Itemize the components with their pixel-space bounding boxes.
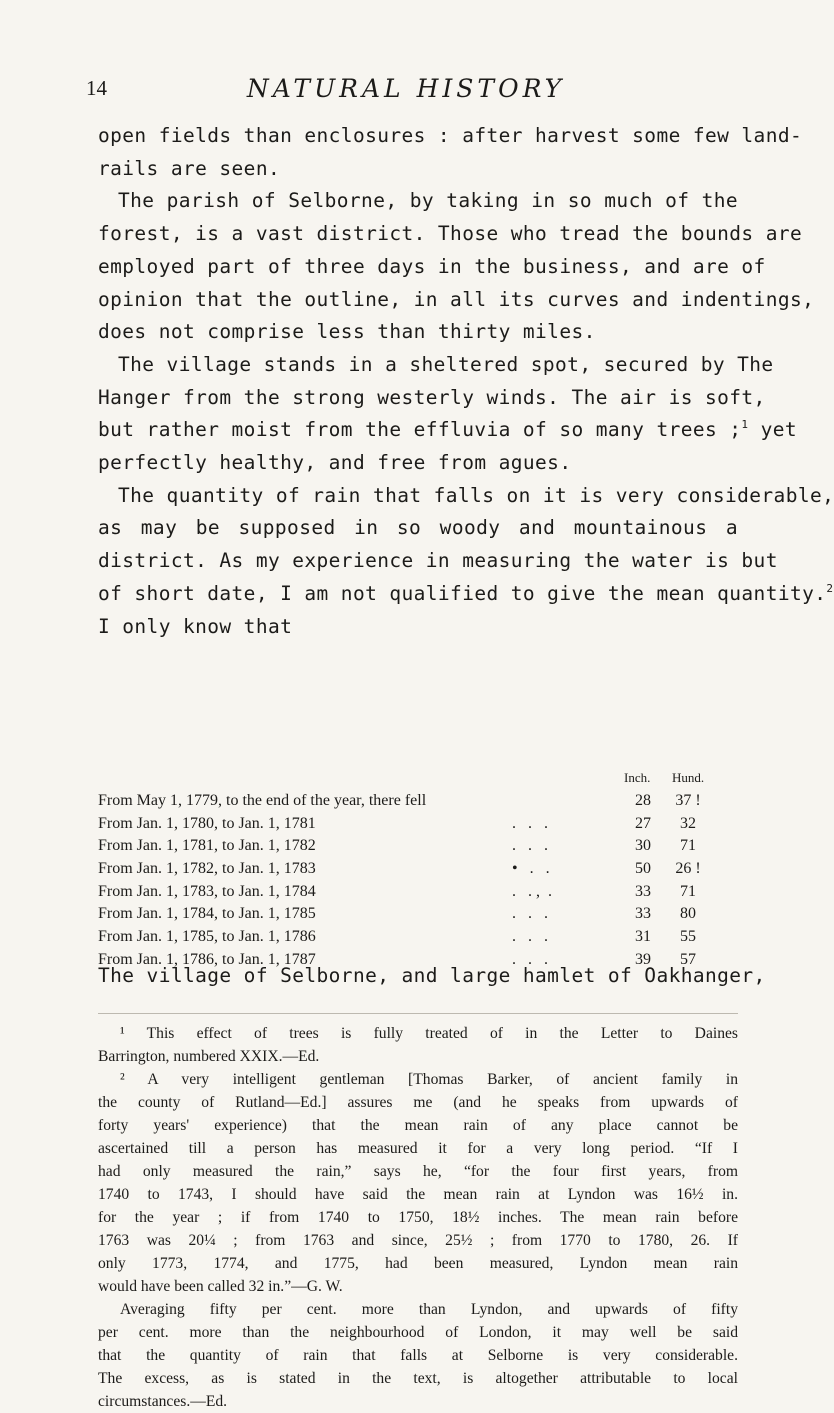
row-period: From Jan. 1, 1786, to Jan. 1, 1787	[98, 950, 316, 968]
body-line	[98, 414, 798, 447]
body-line: opinion that the outline, in all its curves and indentings,	[98, 287, 815, 311]
body-line: open fields than enclosures : after harvest some few land-	[98, 124, 803, 147]
row-dots: . . .	[512, 814, 548, 832]
footnote-line: would have been called 32 in.”—G. W.	[98, 1278, 343, 1295]
footnote-ref: 1	[741, 418, 749, 432]
footnote-divider	[98, 1013, 738, 1014]
row-hund: 57	[680, 950, 696, 968]
row-hund: 80	[680, 905, 696, 923]
row-hund: 71	[680, 837, 696, 855]
body-line: perfectly healthy, and free from agues.	[98, 451, 572, 475]
table-row	[98, 858, 738, 881]
footnote-line: that the quantity of rain that falls at Selborne is very considerable.	[98, 1347, 738, 1364]
col-head-hund: Hund.	[672, 770, 705, 785]
body-line: forest, is a vast district. Those who tread the bounds are	[98, 222, 803, 246]
body-line-text: but rather moist from the effluvia of so many trees ;	[98, 418, 742, 442]
body-line-text: of short date, I am not qualified to give the mean quantity.	[98, 581, 827, 605]
body-line: does not comprise less than thirty miles.	[98, 320, 596, 344]
row-period: From Jan. 1, 1784, to Jan. 1, 1785	[98, 905, 316, 923]
row-inch: 39	[635, 950, 651, 968]
body-line: I only know that	[98, 614, 293, 638]
row-period: From Jan. 1, 1781, to Jan. 1, 1782	[98, 837, 316, 855]
row-inch: 33	[635, 882, 651, 900]
row-hund: 26 !	[675, 860, 701, 878]
table-row	[98, 903, 738, 926]
footnote-line: 1763 was 20¼ ; from 1763 and since, 25½ ; from 1770 to 1780, 26. If	[98, 1232, 738, 1249]
row-inch: 50	[635, 860, 651, 878]
col-head-inch: Inch.	[624, 770, 651, 785]
body-line: district. As my experience in measuring the water is but	[98, 549, 778, 573]
footnotes	[98, 1022, 738, 1413]
body-line	[98, 578, 834, 611]
footnote-line: for the year ; if from 1740 to 1750, 18½ inches. The mean rain before	[98, 1209, 738, 1226]
body-line: Hanger from the strong westerly winds. The air is soft,	[98, 385, 766, 409]
row-inch: 33	[635, 905, 651, 923]
rainfall-table	[98, 768, 738, 972]
row-dots: . . .	[512, 905, 548, 923]
row-hund: 55	[680, 928, 696, 946]
footnote-line: the county of Rutland—Ed.] assures me (and he speaks from upwards of	[98, 1094, 738, 1111]
footnote-line: had only measured the rain,” says he, “for the four first years, from	[98, 1163, 738, 1180]
body-line: The parish of Selborne, by taking in so much of the	[118, 189, 738, 213]
page-number: 14	[86, 76, 107, 100]
footnote-line: ascertained till a person has measured it for a very long period. “If I	[98, 1140, 738, 1157]
row-period: From Jan. 1, 1780, to Jan. 1, 1781	[98, 814, 316, 832]
table-row	[98, 790, 738, 813]
row-dots: . . .	[512, 950, 548, 968]
footnote-line: only 1773, 1774, and 1775, had been measured, Lyndon mean rain	[98, 1255, 738, 1272]
table-row	[98, 926, 738, 949]
page-header	[86, 66, 726, 106]
row-dots: . . .	[512, 837, 548, 855]
row-hund: 37 !	[675, 792, 701, 809]
row-period: From Jan. 1, 1785, to Jan. 1, 1786	[98, 928, 316, 946]
footnote-line: The excess, as is stated in the text, is altogether attributable to local	[98, 1370, 738, 1387]
body-line-tail: yet	[748, 418, 798, 442]
footnote-line: ¹ This effect of trees is fully treated of in the Letter to Daines	[120, 1025, 738, 1042]
body-text	[98, 120, 834, 643]
table-header	[98, 768, 738, 790]
row-period: From Jan. 1, 1783, to Jan. 1, 1784	[98, 882, 316, 900]
row-dots: • . .	[512, 860, 550, 878]
table-row	[98, 835, 738, 858]
row-inch: 31	[635, 928, 651, 946]
table-row	[98, 813, 738, 836]
continuation-line: The village of Selborne, and large hamlet of Oakhanger,	[98, 964, 766, 987]
body-line: employed part of three days in the business, and are of	[98, 254, 766, 278]
row-hund: 32	[680, 814, 696, 832]
row-inch: 28	[635, 792, 651, 809]
body-line: The quantity of rain that falls on it is very considerable,	[118, 483, 834, 507]
footnote-line: 1740 to 1743, I should have said the mean rain at Lyndon was 16½ in.	[98, 1186, 738, 1203]
footnote-line: per cent. more than the neighbourhood of London, it may well be said	[98, 1324, 738, 1341]
row-period: From Jan. 1, 1782, to Jan. 1, 1783	[98, 860, 316, 878]
footnote-ref: 2	[826, 581, 834, 595]
footnote-line: circumstances.—Ed.	[98, 1393, 228, 1410]
body-line: The village stands in a sheltered spot, secured by The	[118, 352, 774, 376]
row-dots: . . .	[512, 928, 548, 946]
row-inch: 30	[635, 837, 651, 855]
row-dots: . . , .	[512, 882, 552, 900]
footnote-line: Barrington, numbered XXIX.—Ed.	[98, 1048, 320, 1065]
footnote-line: forty years' experience) that the mean rain of any place cannot be	[98, 1117, 738, 1134]
row-period: From May 1, 1779, to the end of the year, there fell	[98, 792, 427, 809]
row-inch: 27	[635, 814, 651, 832]
body-line: as may be supposed in so woody and mountainous a	[98, 516, 738, 540]
footnote-line: Averaging fifty per cent. more than Lyndon, and upwards of fifty	[120, 1301, 738, 1318]
body-line: rails are seen.	[98, 156, 281, 180]
running-title: NATURAL HISTORY	[246, 74, 566, 103]
row-hund: 71	[680, 882, 696, 900]
footnote-line: ² A very intelligent gentleman [Thomas Barker, of ancient family in	[120, 1071, 738, 1088]
table-row	[98, 881, 738, 904]
